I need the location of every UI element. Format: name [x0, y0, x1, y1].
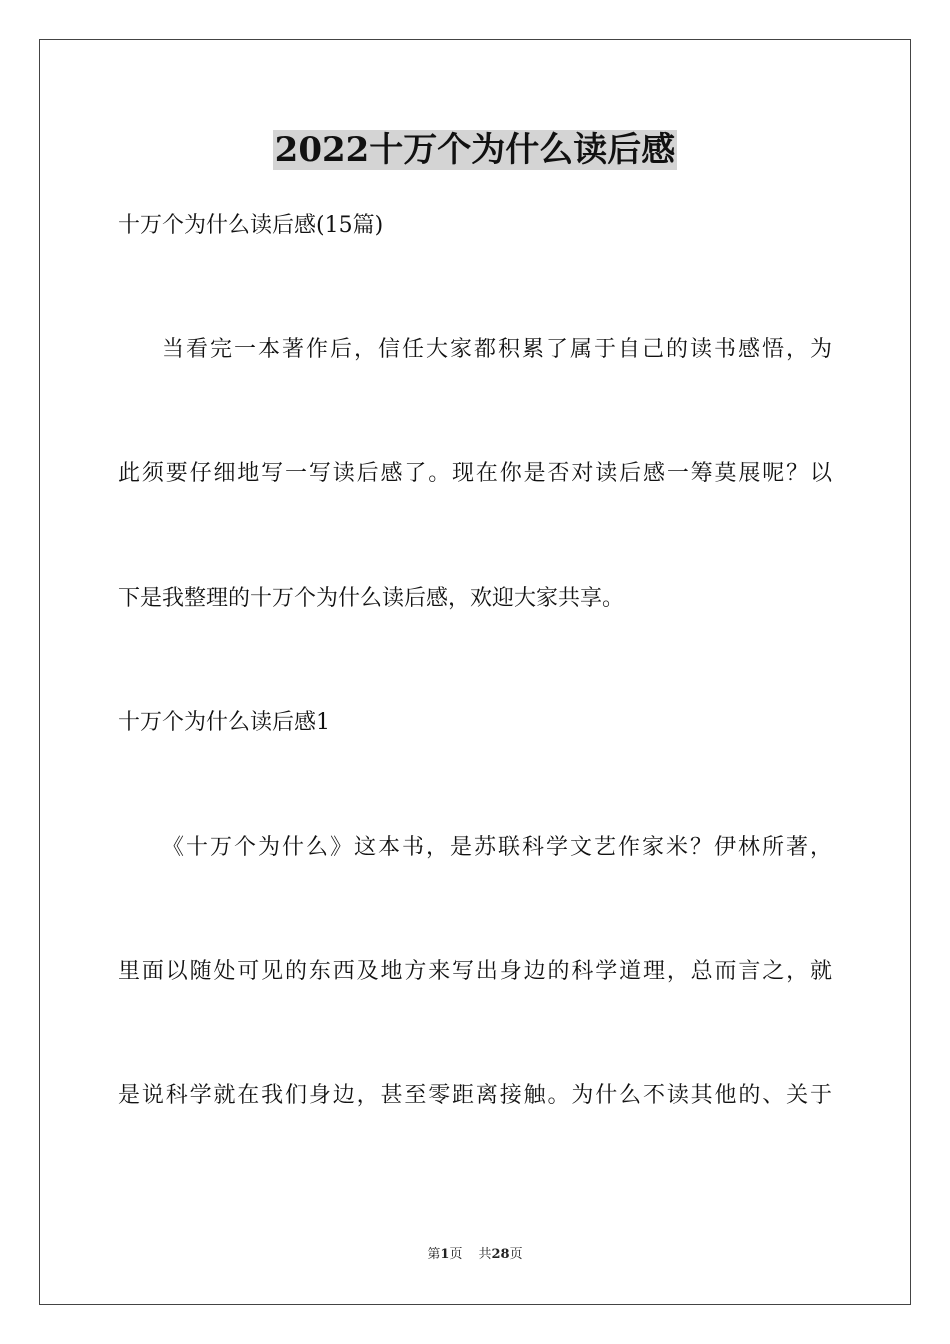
- footer-page-prefix: 第: [427, 1247, 441, 1262]
- footer-total-prefix: 共: [478, 1247, 492, 1262]
- footer-page-suffix: 页: [449, 1247, 463, 1262]
- footer-total-suffix: 页: [509, 1247, 523, 1262]
- paragraph-line: 是说科学就在我们身边，甚至零距离接触。为什么不读其他的、关于: [118, 1083, 832, 1108]
- document-title: [0, 128, 950, 172]
- subtitle-line: 十万个为什么读后感(15篇): [118, 213, 384, 238]
- footer-page-total: 28: [491, 1247, 510, 1262]
- paragraph-line: 里面以随处可见的东西及地方来写出身边的科学道理，总而言之，就: [118, 959, 832, 984]
- footer-page-current: 1: [440, 1247, 450, 1262]
- section-heading: 十万个为什么读后感1: [118, 710, 330, 735]
- paragraph-line: 当看完一本著作后，信任大家都积累了属于自己的读书感悟，为: [162, 337, 832, 362]
- document-title-text: 2022十万个为什么读后感: [274, 130, 676, 170]
- page-footer: [0, 1246, 950, 1264]
- paragraph-line: 此须要仔细地写一写读后感了。现在你是否对读后感一筹莫展呢？以: [118, 461, 832, 486]
- paragraph-line: 《十万个为什么》这本书，是苏联科学文艺作家米？伊林所著，: [162, 835, 832, 860]
- paragraph-line: 下是我整理的十万个为什么读后感，欢迎大家共享。: [118, 586, 625, 611]
